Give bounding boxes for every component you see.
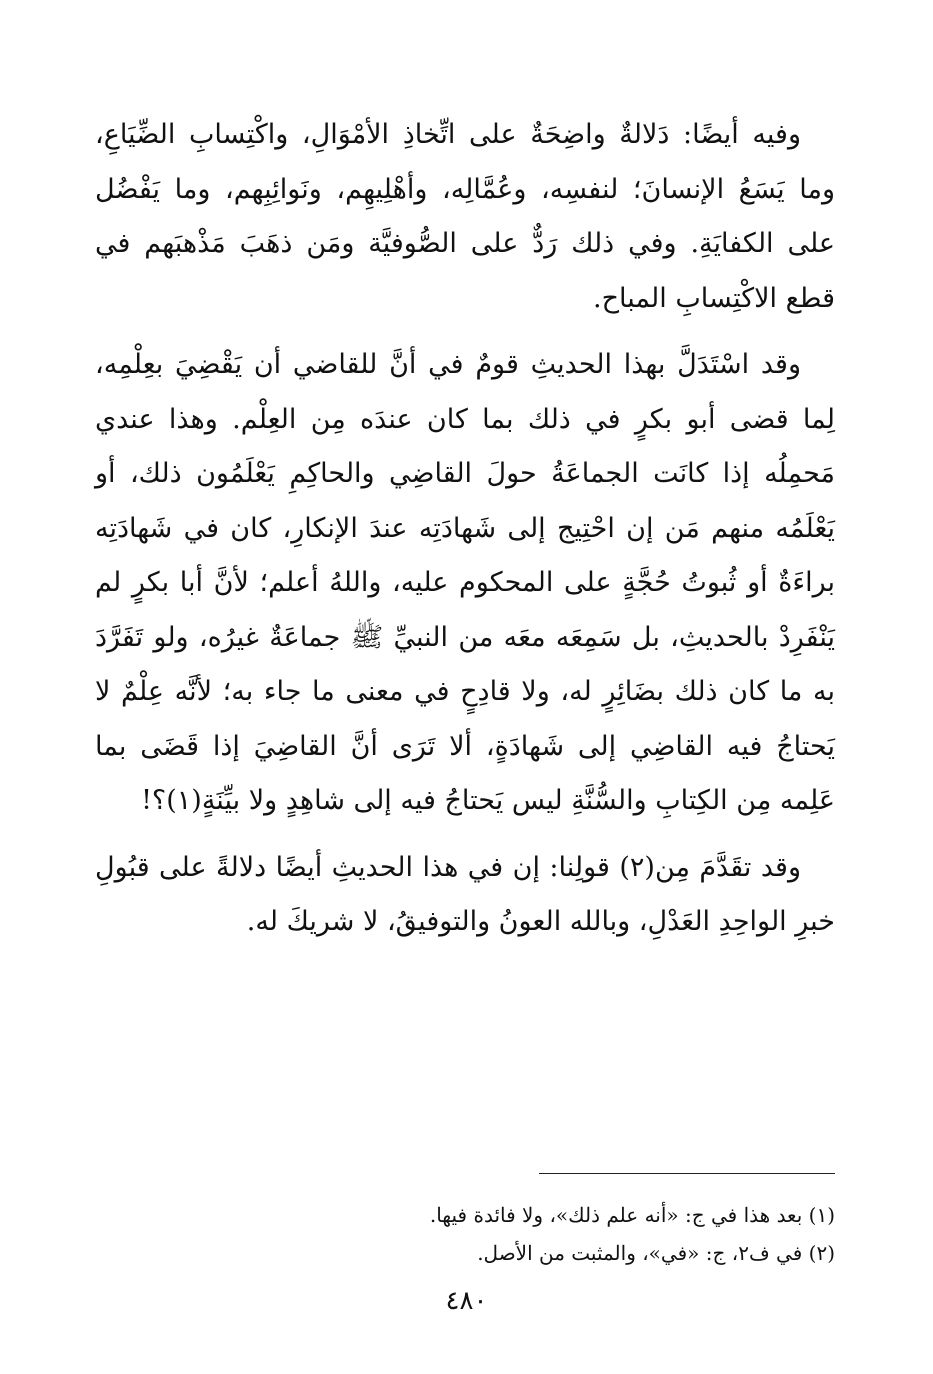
paragraph-2: وقد اسْتَدَلَّ بهذا الحديثِ قومٌ في أنَّ للقاضي أن يَقْضِيَ بعِلْمِه، لِما قضى أبو بكرٍ في ذلك بما كان عندَه مِن العِلْم. وهذا عندي مَحمِلُه إذا كانَت الجماعَةُ حولَ القاضِي والحاكِمِ يَعْلَمُون ذلك، أو يَعْلَمُه منهم مَن إن احْتِيج إلى شَهادَتِه عندَ الإنكارِ، كان في شَهادَتِه براءَةٌ أو ثُبوتُ حُجَّةٍ على المحكوم عليه، واللهُ أعلم؛ لأنَّ أبا بكرٍ لم يَنْفَرِدْ بالحديثِ، بل سَمِعَه معَه من النبيِّ ﷺ جماعَةٌ غيرُه، ولو تَفَرَّدَ به ما كان ذلك بضَائِرٍ له، ولا قادِحٍ في معنى ما جاء به؛ لأنَّه عِلْمٌ لا يَحتاجُ فيه القاضِي إلى شَهادَةٍ، ألا تَرَى أنَّ القاضِيَ إذا قَضَى بما عَلِمه مِن الكِتابِ والسُّنَّةِ ليس يَحتاجُ فيه إلى شاهِدٍ ولا بيِّنَةٍ(١)؟! — [95, 349, 835, 816]
main-text — [95, 108, 835, 962]
footnote-1: (١) بعد هذا في ج: «أنه علم ذلك»، ولا فائدة فيها. — [429, 1203, 835, 1227]
page-number: ٤٨٠ — [445, 1286, 488, 1316]
footnote-2: (٢) في ف٢، ج: «في»، والمثبت من الأصل. — [477, 1241, 835, 1265]
footnotes — [95, 1196, 835, 1272]
footnote-separator — [539, 1173, 835, 1174]
paragraph-3: وقد تقَدَّمَ مِن(٢) قولِنا: إن في هذا الحديثِ أيضًا دلالةً على قبُولِ خبرِ الواحِدِ العَدْلِ، وبالله العونُ والتوفيقُ، لا شريكَ له. — [95, 851, 835, 937]
paragraph-1: وفيه أيضًا: دَلالةٌ واضِحَةٌ على اتِّخاذِ الأمْوَالِ، واكْتِسابِ الضِّيَاعِ، وما يَسَعُ الإنسانَ؛ لنفسِه، وعُمَّالِه، وأهْلِيهِم، ونَوائِبِهم، وما يَفْضُل على الكفايَةِ. وفي ذلك رَدٌّ على الصُّوفيَّة ومَن ذهَبَ مَذْهبَهم في قطع الاكْتِسابِ المباح. — [95, 119, 835, 314]
